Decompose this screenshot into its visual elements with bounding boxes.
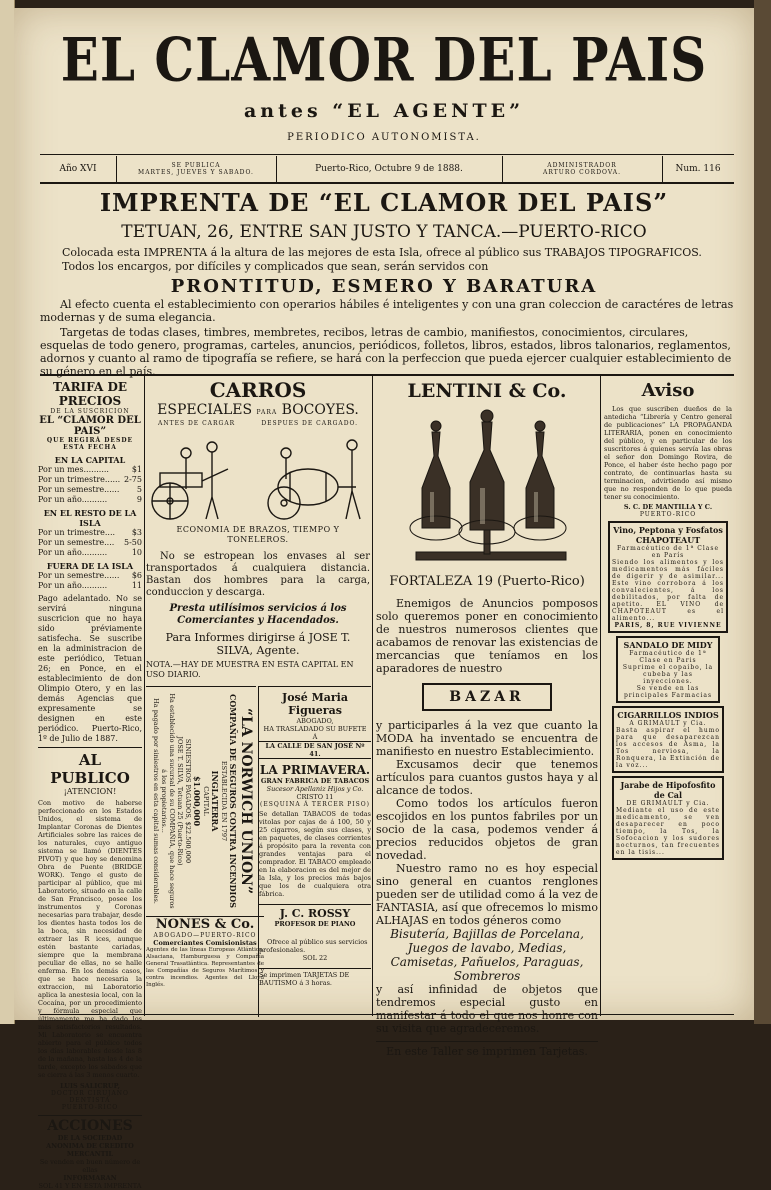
primavera-addr: CRISTO 11 <box>296 793 334 801</box>
aviso-text: Los que suscriben dueños de la antedicha “Librería y Centro general de publicaciones” LA PROPAGANDA LITERARIA, ponen en conocimiento del público, y en particular de los suscritores á quienes servía las obras el señor don Domingo Rovira, de Ponce, el haber éste hecho pago por contrato, de continuarlas hasta su terminacion, advirtiendo así mismo que no responden de lo que pueda tener su conocimiento. <box>604 405 732 501</box>
carros-nota: NOTA.—HAY DE MUESTRA EN ESTA CAPITAL EN USO DIARIO. <box>146 660 354 679</box>
chapoteaut-foot: PARIS, 8, RUE VIVIENNE <box>614 622 722 629</box>
imprenta-p4: Targetas de todas clases, timbres, membretes, recibos, letras de cambio, manifiestos, conocimientos, circulares, esquelas de todo genero, programas, carteles, anuncios, periódicos, folletos, libros, estados, libros talonarios, reglamentos, adornos y cuanto al ramo de tipografía se refiere, se hará con la perfeccion que pueda ejercer cualquier establecimiento de su género en el país. <box>40 326 732 378</box>
primavera-owner: Sucesor Apellaniz Hijos y Co. <box>266 785 364 793</box>
info-bar <box>40 156 734 182</box>
tarifa-capital-price: 9 <box>136 495 142 504</box>
carros-sub2: PARA <box>256 409 278 416</box>
cart-illustration <box>146 429 370 525</box>
column-tarifa <box>38 376 142 1190</box>
tarifa-isla-period: Por un semestre.... <box>38 538 115 547</box>
norwich-ad <box>146 686 256 915</box>
carros-contact: Para Informes dirigirse á JOSE T. SILVA, Agente. <box>165 631 351 657</box>
masthead-tagline: PERIODICO AUTONOMISTA. <box>287 132 481 143</box>
cigarrillos-sub: A GRIMAULT y Cia. <box>629 720 707 727</box>
lentini-text: Enemigos de Anuncios pomposos solo queremos poner en conocimiento de nuestros numerosos clientes que acabamos de renovar las existencias de mercancias que teníamos en los aparadores de nuestro <box>376 597 598 675</box>
col-sep-1 <box>144 376 145 1016</box>
tarifa-note: QUE REGIRÁ DESDE ESTA FECHA <box>46 437 134 451</box>
carros-before: ANTES DE CARGAR <box>158 420 236 427</box>
rule-top <box>40 154 734 155</box>
norwich-est: ESTABLECIDA EN 1797 <box>220 760 228 842</box>
tarifa-capital-price: 5 <box>136 485 142 494</box>
column-lentini <box>376 376 598 1058</box>
nones-sub2: Comerciantes Comisionistas <box>153 939 257 947</box>
carros-labels <box>146 418 370 429</box>
lentini-text6: y así infinidad de objetos que tendremos especial gusto en manifestar á todo el que nos honre con su visita que agradeceremos. <box>376 983 598 1035</box>
norwich-sub: COMPAÑIA DE SEGUROS CONTRA INCENDIOS <box>228 693 238 909</box>
norwich-rotated <box>148 691 254 911</box>
imprenta-motto: PRONTITUD, ESMERO Y BARATURA <box>170 276 598 297</box>
figueras-name: José Maria Figueras <box>282 691 348 717</box>
aviso-title: Aviso <box>641 380 695 401</box>
rossy-addr: SOL 22 <box>302 954 328 962</box>
tarifa-isla-period: Por un año.......... <box>38 548 108 557</box>
jarabe-text: Mediante el uso de este medicamento, se ven desaparecer en poco tiempo, la Tos, la Sofocacion y los sudores nocturnos, tan frecuentes en la tisis... <box>616 807 720 856</box>
tarifa-isla-period: Por un trimestre.... <box>38 528 116 537</box>
alpublico-text: Con motivo de haberse perfeccionado en los Estados Unidos, el sistema de Implantar Coronas de Dientes Artificiales sobre las raices de los naturales, cuyo antiguo sistema se llamó (DIENTES PIVOT) y que hoy se denomina Obra de Puente (BRIDGE WORK). Tengo el gusto de participar al público, que mi Laboratorio, situado en la calle de San Francisco, posee los instrumentos y Coronas necesarias para trabajar, desde los dientes hasta todos los de la boca, sin necesidad de extraer las R ices, aunque estén bastante cariadas, siempre que la membrana peculiar de ellas, no se halle enferma. En los demás casos, que se hace necesaria la extraccion, mi Laboratorio aplica la anestesia local, con la Cocaína, por un procedimiento y fórmula especial que últimamente me ha dado los más satisfactorios resultados. Mi Laboratorio se encuentra abierto para el público todos los días laborables desde las 8 de la mañana, hasta las 4 de la tarde, excepto los sábados que se cierra á las 3 menos cuarto. <box>38 799 142 1079</box>
column-aviso <box>604 376 732 1016</box>
norwich-country: INGLATERRA <box>210 770 220 832</box>
imprenta-p1: Colocada esta IMPRENTA á la altura de las mejores de esta Isla, ofrece al público sus TRABAJOS TIPOGRAFICOS. <box>62 246 702 259</box>
imprenta-title: IMPRENTA DE “EL CLAMOR DEL PAIS” <box>99 188 669 217</box>
carros-after: DESPUES DE CARGADO. <box>261 420 358 427</box>
tarifa-isla-row <box>38 528 142 538</box>
lentini-addr: FORTALEZA 19 (Puerto-Rico) <box>389 574 585 589</box>
col-sep-3 <box>600 376 601 1016</box>
jarabe-sub: DE GRIMAULT y Cia. <box>626 800 710 807</box>
col-sep-2 <box>372 376 373 1016</box>
rossy-text: Ofrece al público sus servicios profesionales. <box>259 938 368 954</box>
figueras-role: ABOGADO, <box>296 717 334 725</box>
primavera-sub: GRAN FABRICA DE TABACOS <box>260 777 370 785</box>
tarifa-fuera-row <box>38 581 142 591</box>
cigarrillos-title: CIGARRILLOS INDIOS <box>617 710 719 720</box>
figueras-moved: HA TRASLADADO SU BUFETE <box>263 725 367 733</box>
lentini-ital: Bisutería, Bajillas de Porcelana, Juegos de lavabo, Medias, Camisetas, Pañuelos, Paraguas, Sombreros <box>390 927 584 983</box>
lentini-text2: y participarles á la vez que cuanto la MODA ha inventado se encuentra de manifiesto en nuestro Establecimiento. <box>376 719 598 758</box>
norwich-capital: CAPITAL <box>202 786 210 816</box>
ad-jarabe <box>612 776 724 860</box>
info-date: Puerto-Rico, Octubre 9 de 1888. <box>276 156 503 182</box>
acciones-text2: INFORMARAN <box>63 1174 117 1182</box>
tarifa-capital-row <box>38 465 142 475</box>
tarifa-capital-price: $1 <box>131 465 142 474</box>
info-year: Año XVI <box>40 156 117 182</box>
carros-subtitle <box>146 402 370 418</box>
chapoteaut-title: Vino, Peptona y Fosfatos <box>613 525 723 535</box>
lentini-footer: En este Taller se imprimen Tarjetas. <box>376 1041 598 1058</box>
figueras-column <box>258 686 371 1017</box>
norwich-v2: JOSE T. SILVA, Tetuan 25 (Puerto-Rico) <box>176 736 184 866</box>
tarifa-fuera-period: Por un año.......... <box>38 581 108 590</box>
tarifa-fuera-row <box>38 571 142 581</box>
tarifa-capital-period: Por un semestre...... <box>38 485 120 494</box>
figueras-street: LA CALLE DE SAN JOSÉ Nº 41. <box>259 741 371 759</box>
carros-text: No se estropean los envases al ser transportados á cualquiera distancia. Bastan dos hombres para la carga, conduccion y descarga. <box>146 551 370 598</box>
tarifa-isla-price: 10 <box>131 548 142 557</box>
rossy-role: PROFESOR DE PIANO <box>274 920 356 928</box>
masthead-formerly: antes “EL AGENTE” <box>243 100 525 122</box>
acciones-text3: SOL 41 Y EN ESTA IMPRENTA <box>38 1182 142 1190</box>
lentini-text5: Nuestro ramo no es hoy especial sino general en cuantos renglones pueden ser de utilidad como á la vez de FANTASIA, así que ofrecemos lo mismo ALHAJAS en todos géneros como <box>376 862 598 927</box>
tarifa-paper: EL “CLAMOR DEL PAIS” <box>39 415 141 437</box>
tarifa-fuera-heading: FUERA DE LA ISLA <box>46 561 134 571</box>
info-number: Num. 116 <box>675 164 721 174</box>
tarifa-sub: DE LA SUSCRICION <box>50 408 130 415</box>
info-pub: SE PUBLICA MARTES, JUEVES Y SABADO. <box>116 156 277 182</box>
tarifa-capital-heading: EN LA CAPITAL <box>54 455 126 465</box>
tarifa-capital-period: Por un trimestre...... <box>38 475 121 484</box>
nones-sub: ABOGADO—PUERTO-RICO <box>153 932 257 939</box>
nones-title: NONES & Co. <box>155 917 255 932</box>
chapoteaut-text: Siendo los alimentos y los medicamentos más fáciles de digerir y de asimilar... Este vino corrobora á los convalecientes, á los debilitados, por falta de apetito. EL VINO de CHAPOTEAUT es el alimento... <box>612 559 724 622</box>
acciones-title: ACCIONES <box>38 1115 142 1134</box>
nones-text: Agentes de las líneas Europeas Atlántica, Alsaciana, Hamburguesa y Compañía General Trasatlántica. Representantes de las Compañías de Seguros Marítimos y contra incendios. Agentes del Lloyd Inglés. <box>146 947 264 988</box>
primavera-text: Se detallan TABACOS de todas vitolas por cajas de á 100, 50 y 25 cigarros, según sus clases, y en paquetes, de clases corrientes á propósito para la reventa con grandes ventajas para el comprador. El TABACO empleado en la elaboracion es del mejor de la Isla, y los precios más bajos que los de cualquiera otra fábrica. <box>259 810 371 898</box>
tarifa-fuera-price: 11 <box>131 581 142 590</box>
tarifa-isla-list <box>38 528 142 558</box>
imprenta-address: TETUAN, 26, ENTRE SAN JUSTO Y TANCA.—PUERTO-RICO <box>121 222 647 242</box>
alpublico-sign3: PUERTO-RICO <box>61 1104 119 1111</box>
norwich-v1: Ha establecido una sucursal de su COMPAÑIA, que hace seguros á los propietarios... <box>160 693 176 909</box>
tarifa-capital-row <box>38 495 142 505</box>
nones-ad <box>146 916 264 1017</box>
tarifa-fuera-list <box>38 571 142 591</box>
norwich-note: Ha pagado por siniestros en esta capital sumas considerables. <box>152 698 160 904</box>
figueras-to: Á <box>312 733 318 741</box>
jarabe-title: Jarabe de Hipofosfito de Cal <box>620 780 716 800</box>
tarifa-divider <box>38 747 142 748</box>
adjacent-page-edge <box>0 0 15 1024</box>
chapoteaut-sub: Farmacéutico de 1ª Clase en París <box>616 545 720 559</box>
scan-background <box>754 0 771 1024</box>
rule-bottom <box>40 182 734 184</box>
tarifa-isla-heading: EN EL RESTO DE LA ISLA <box>43 508 137 528</box>
tarifa-capital-row <box>38 475 142 485</box>
tarifa-capital-period: Por un mes.......... <box>38 465 109 474</box>
rossy-name: J. C. ROSSY <box>259 904 371 920</box>
info-admin: ADMINISTRADOR ARTURO CORDOVA. <box>502 156 663 182</box>
cruet-set-illustration <box>376 402 598 572</box>
carros-sub3: BOCOYES. <box>281 402 359 418</box>
carros-ital: Presta utilísimos servicios á los Comerciantes y Hacendados. <box>169 603 347 626</box>
carros-economy: ECONOMIA DE BRAZOS, TIEMPO Y TONELEROS. <box>176 525 340 544</box>
primavera-title: LA PRIMAVERA. <box>259 763 371 777</box>
tarifa-capital-row <box>38 485 142 495</box>
sandalo-sub: Farmacéutico de 1ª Clase en Paris <box>629 650 707 664</box>
sandalo-text: Suprime el copaibo, la cubeba y las inyecciones. <box>622 664 714 685</box>
lentini-title: LENTINI & Co. <box>407 380 567 402</box>
tarifa-fuera-price: $6 <box>131 571 142 580</box>
aviso-sign: S. C. DE MANTILLA Y C. <box>623 503 713 511</box>
sandalo-title: SANDALO DE MIDY <box>623 640 713 650</box>
lentini-text4: Como todos los artículos fueron escojidos en los puntos fabriles por un socio de la casa, podemos vender á precios reducidos objetos de gran novedad. <box>376 797 598 862</box>
alpublico-sign: LUIS SALICRUP, <box>60 1082 120 1090</box>
carros-title: CARROS <box>209 378 307 402</box>
norwich-amount: $1.000,000 <box>192 775 202 827</box>
imprenta-p3: Al efecto cuenta el establecimiento con operarios hábiles é inteligentes y con una gran coleccion de caractéres de letras modernas y de suma elegancia. <box>40 298 734 324</box>
tarjetas-bautismo: Se imprimen TARJETAS DE BAUTISMO á 3 horas. <box>259 968 371 987</box>
alpublico-title: AL PUBLICO <box>50 751 130 787</box>
sandalo-foot: Se vende en las principales Farmacias <box>623 685 713 699</box>
ad-cigarrillos <box>612 706 724 773</box>
primavera-addr2: (ESQUINA Á TERCER PISO) <box>260 801 370 808</box>
ad-chapoteaut <box>608 521 728 633</box>
alpublico-sign2: DOCTOR CIRUJANO DENTISTA <box>51 1090 129 1104</box>
tarifa-fuera-period: Por un semestre...... <box>38 571 120 580</box>
norwich-paid: SINIESTROS PAGADOS, $22.500,000 <box>184 738 192 864</box>
rule-footer <box>40 1014 734 1015</box>
chapoteaut-name: CHAPOTEAUT <box>635 535 701 545</box>
tarifa-capital-period: Por un año.......... <box>38 495 108 504</box>
tarifa-isla-row <box>38 538 142 548</box>
ad-sandalo <box>616 636 720 703</box>
imprenta-p2: Todos los encargos, por difíciles y complicados que sean, serán servidos con <box>62 260 489 273</box>
acciones-text: Se venden en buen número de ellas <box>39 1158 141 1174</box>
tarifa-title: TARIFA DE PRECIOS <box>52 380 128 408</box>
tarifa-isla-row <box>38 548 142 558</box>
cigarrillos-text: Basta aspirar el humo para que desaparezcan los accesos de Asma, la Tos nerviosa, la Ronquera, la Extinción de la voz... <box>616 727 720 769</box>
tarifa-capital-price: 2-75 <box>124 475 142 484</box>
aviso-place: PUERTO-RICO <box>639 511 697 518</box>
newspaper-page <box>14 8 754 1190</box>
tarifa-text: Pago adelantado. No se servirá ninguna suscricion que no haya sido préviamente satisfecha. Se suscribe en la administracion de este periódico, Tetuan 26; en Ponce, en el establecimiento de don Olimpio Otero, y en las demás Agencias que expresamente se designen en este periódico. Puerto-Rico, 1º de Julio de 1887. <box>38 594 142 743</box>
tarifa-capital-list <box>38 465 142 505</box>
tarifa-isla-price: 5-50 <box>124 538 142 547</box>
lentini-text3: Excusamos decir que tenemos artículos para cuantos gustos haya y al alcance de todos. <box>376 758 598 797</box>
carros-sub1: ESPECIALES <box>157 402 253 418</box>
acciones-sub: DE LA SOCIEDAD ANONIMA DE CREDITO MERCANTIL <box>46 1134 134 1158</box>
tarifa-isla-price: $3 <box>131 528 142 537</box>
norwich-name: “LA NORWICH UNION” <box>238 707 254 895</box>
masthead-title: EL CLAMOR DEL PAIS <box>60 24 708 95</box>
alpublico-sub: ¡ATENCION! <box>63 787 117 796</box>
lentini-bazar: BAZAR <box>422 683 552 711</box>
